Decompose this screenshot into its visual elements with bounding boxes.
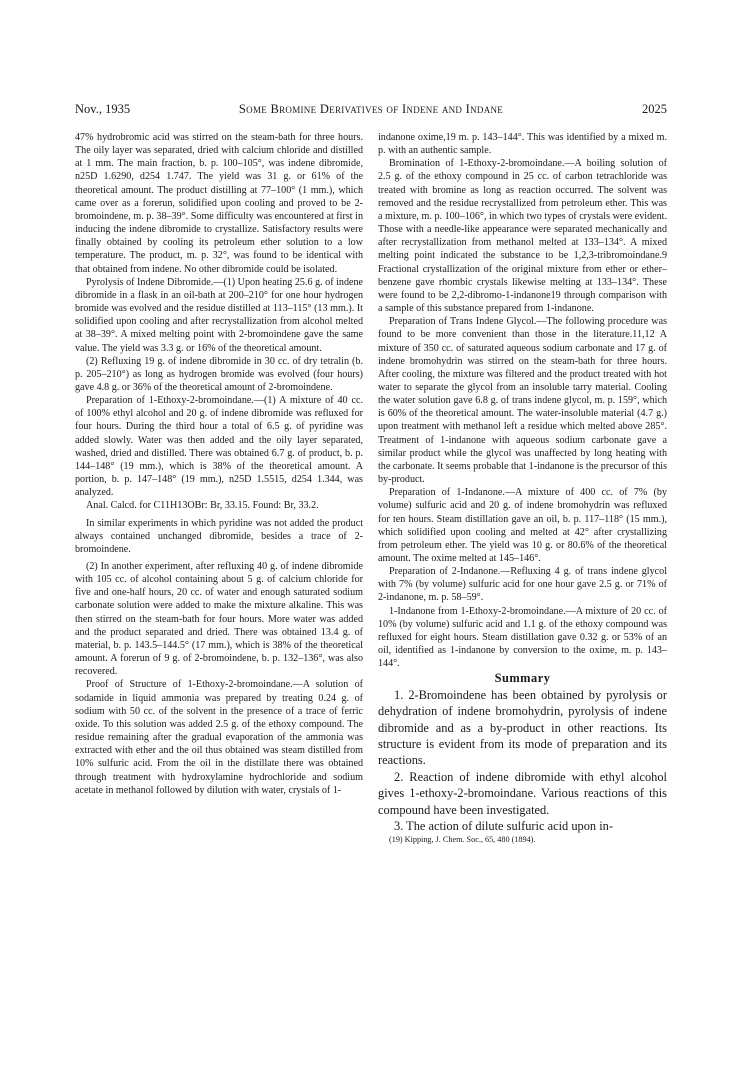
header-title: Some Bromine Derivatives of Indene and Indane xyxy=(238,102,504,116)
summary-item: 1. 2-Bromoindene has been obtained by pyrolysis or dehydration of indene bromohydrin, pyrolysis of indene dibromide and as a by-product in other reactions. Its structure is evident from its mode of preparation and its reactions. xyxy=(378,687,667,768)
paragraph: 1-Indanone from 1-Ethoxy-2-bromoindane.—A mixture of 20 cc. of 10% (by volume) sulfuric acid and 1.1 g. of the ethoxy compound was refluxed for eight hours. Steam distillation gave 0.32 g. or 53% of an oil, identified as 1-indanone by conversion to the oxime, m. p. 143–144°. xyxy=(378,605,667,670)
paragraph: Preparation of 2-Indanone.—Refluxing 4 g. of trans indene glycol with 7% (by volume) sulfuric acid for one hour gave 2.5 g. or 71% of 2-indanone, m. p. 58–59°. xyxy=(378,566,667,604)
paragraph: Preparation of 1-Ethoxy-2-bromoindane.—(1) A mixture of 40 cc. of 100% ethyl alcohol and 20 g. of indene dibromide was refluxed for four hours. During the third hour a total of 6.5 g. of pyridine was added slowly. Water was then added and the oily layer separated, washed, dried and distilled. There was obtained 6.7 g. of product, b. p. 144–148° (19 mm.), which is 38% of the theoretical amount. A portion, b. p. 147–148° (19 mm.), n25D 1.5515, d254 1.344, was analyzed. xyxy=(75,395,363,499)
paragraph: Bromination of 1-Ethoxy-2-bromoindane.—A boiling solution of 2.5 g. of the ethoxy compound in 25 cc. of carbon tetrachloride was treated with bromine as long as reaction occurred. The solvent was removed and the residue recrystallized from petroleum ether. This was a mixture, m. p. 100–106°, in which two types of crystals were evident. Those with a needle-like appearance were separated mechanically and after recrystallization from methanol melted at 133–134°. A mixed melting point indicated the substance to be 1,2,3-tribromoindane.9 Fractional crystallization of the original mixture from ether or ether–benzene gave rhombic crystals likewise melting at 133–134°. These were found to be 2,2-dibromo-1-indanone19 through comparison with a sample of this substance prepared from 1-indanone. xyxy=(378,158,667,315)
summary-item: 2. Reaction of indene dibromide with ethyl alcohol gives 1-ethoxy-2-bromoindane. Various reactions of this compound have been investigated. xyxy=(378,769,667,817)
paragraph: Proof of Structure of 1-Ethoxy-2-bromoindane.—A solution of sodamide in liquid ammonia was prepared by treating 0.24 g. of sodium with 50 cc. of the solvent in the presence of a trace of ferric oxide. To this solution was added 2.5 g. of the ethoxy compound. The residue remaining after the gradual evaporation of the ammonia was extracted with ether and the oil thus obtained was steam distilled from 10% sulfuric acid. From the oil in the distillate there was obtained through treatment with hydroxylamine hydrochloride and sodium acetate in methanol followed by dilution with water, crystals of 1- xyxy=(75,679,363,796)
running-header xyxy=(75,102,667,118)
left-column xyxy=(75,131,363,797)
paragraph: Preparation of Trans Indene Glycol.—The following procedure was found to be more convenient than those in the literature.11,12 A mixture of 350 cc. of saturated aqueous sodium carbonate and 17 g. of indene bromohydrin was stirred on the steam-bath for three hours. After cooling, the mixture was filtered and the product treated with hot water to separate the glycol from an insoluble tarry material. Cooling the water solution gave 6.8 g. of trans indene glycol, m. p. 159°, which is 60% of the theoretical amount. The water-insoluble material (4.7 g.) upon treatment with methanol left a residue which melted above 285°. Treatment of 1-indanone with aqueous sodium carbonate gave a similar product while the glycol was unaffected by long heating with the carbonate. It seems probable that 1-indanone is the precursor of this by-product. xyxy=(378,316,667,486)
summary-heading: Summary xyxy=(494,671,551,686)
page-number: 2025 xyxy=(642,102,667,116)
right-column xyxy=(378,131,667,845)
paragraph: (2) Refluxing 19 g. of indene dibromide in 30 cc. of dry tetralin (b. p. 205–210°) as long as hydrogen bromide was evolved (four hours) gave 4.8 g. or 36% of the theoretical amount of 2-bromoindene. xyxy=(75,355,363,393)
summary-section xyxy=(378,670,667,834)
paragraph: 47% hydrobromic acid was stirred on the steam-bath for three hours. The oily layer was separated, dried with calcium chloride and distilled at 1 mm. The main fraction, b. p. 100–105°, was indene dibromide, n25D 1.6290, d254 1.747. The yield was 31 g. or 61% of the theoretical amount. The product distilling at 77–100° (1 mm.), which came over as a forerun, solidified upon cooling and proved to be 2-bromoindene, m. p. 38–39°. Some difficulty was encountered at first in inducing the indene dibromide to crystallize. Satisfactory results were finally obtained by cooling its petroleum ether solution to a low temperature. The product, m. p. 32°, was found to be identical with that obtained from indene. No other dibromide could be isolated. xyxy=(75,132,363,275)
paragraph: Preparation of 1-Indanone.—A mixture of 400 cc. of 7% (by volume) sulfuric acid and 20 g. of indene bromohydrin was refluxed for ten hours. Steam distillation gave an oil, b. p. 117–118° (15 mm.), which solidified upon cooling and melted at 42° after crystallizing from petroleum ether. The yield was 10 g. or 80.6% of the theoretical amount. The oxime melted at 145–146°. xyxy=(378,487,667,564)
paragraph: (2) In another experiment, after refluxing 40 g. of indene dibromide with 105 cc. of alcohol containing about 5 g. of calcium chloride for five and one-half hours, 20 cc. of water and enough saturated sodium carbonate solution were added to make the mixture alkaline. This was then stirred on the steam-bath for four hours. More water was added and the product separated and dried. There was obtained 13.4 g. of material, b. p. 143.5–144.5° (17 mm.), which is 38% of the theoretical amount. A forerun of 9 g. of 2-bromoindene, b. p. 132–136°, was also recovered. xyxy=(75,561,363,678)
summary-item: 3. The action of dilute sulfuric acid upon in- xyxy=(394,819,613,834)
paragraph: Pyrolysis of Indene Dibromide.—(1) Upon heating 25.6 g. of indene dibromide in a flask in an oil-bath at 200–210° for one hour hydrogen bromide was evolved and the residue distilled at 113–115° (13 mm.). It solidified upon cooling and after recrystallization from alcohol melted at 38–39°. A mixed melting point with 2-bromoindene gave the same value. The yield was 3.3 g. or 16% of the theoretical amount. xyxy=(75,276,363,354)
footnote: (19) Kipping, J. Chem. Soc., 65, 480 (1894). xyxy=(389,835,536,845)
header-date: Nov., 1935 xyxy=(75,102,131,116)
paragraph: indanone oxime,19 m. p. 143–144°. This was identified by a mixed m. p. with an authentic sample. xyxy=(378,132,667,157)
paragraph: In similar experiments in which pyridine was not added the product always contained unchanged dibromide, besides a trace of 2-bromoindene. xyxy=(75,517,363,555)
paragraph: Anal. Calcd. for C11H13OBr: Br, 33.15. Found: Br, 33.2. xyxy=(86,500,319,512)
